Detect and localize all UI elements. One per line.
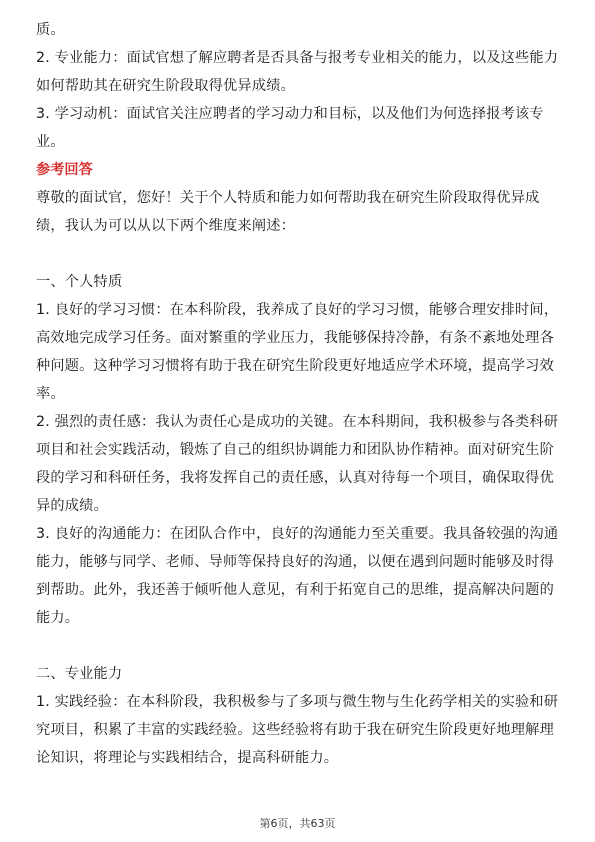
paragraph-study-habits: 1. 良好的学习习惯：在本科阶段，我养成了良好的学习习惯，能够合理安排时间，高效地完成学习任务。面对繁重的学业压力，我能够保持冷静，有条不紊地处理各种问题。这种学习习惯将有助于我在研究生阶段更好地适应学术环境，提高学习效率。 xyxy=(36,302,559,402)
page-number: 第6页，共63页 xyxy=(259,817,336,830)
paragraph-intro: 尊敬的面试官，您好！关于个人特质和能力如何帮助我在研究生阶段取得优异成绩，我认为可以从以下两个维度来阐述： xyxy=(36,190,540,234)
blank-line xyxy=(36,240,560,268)
paragraph-responsibility: 2. 强烈的责任感：我认为责任心是成功的关键。在本科期间，我积极参与各类科研项目和社会实践活动，锻炼了自己的组织协调能力和团队协作精神。面对研究生阶段的学习和科研任务，我将发挥自己的责任感，认真对待每一个项目，确保取得优异的成绩。 xyxy=(36,414,559,514)
reference-answer-heading: 参考回答 xyxy=(36,162,93,178)
paragraph-professional-ability: 2. 专业能力：面试官想了解应聘者是否具备与报考专业相关的能力，以及这些能力如何帮助其在研究生阶段取得优异成绩。 xyxy=(36,50,559,94)
document-page xyxy=(36,16,560,772)
section-personal-traits: 一、个人特质 xyxy=(36,274,123,290)
paragraph-practical-experience: 1. 实践经验：在本科阶段，我积极参与了多项与微生物与生化药学相关的实验和研究项目，积累了丰富的实践经验。这些经验将有助于我在研究生阶段更好地理解理论知识，将理论与实践相结合，提高科研能力。 xyxy=(36,694,559,766)
section-professional-ability: 二、专业能力 xyxy=(36,666,123,682)
paragraph-learning-motivation: 3. 学习动机：面试官关注应聘者的学习动力和目标，以及他们为何选择报考该专业。 xyxy=(36,106,544,150)
blank-line xyxy=(36,632,560,660)
paragraph-continuation: 质。 xyxy=(36,22,65,38)
paragraph-communication: 3. 良好的沟通能力：在团队合作中，良好的沟通能力至关重要。我具备较强的沟通能力，能够与同学、老师、导师等保持良好的沟通，以便在遇到问题时能够及时得到帮助。此外，我还善于倾听他人意见，有利于拓宽自己的思维，提高解决问题的能力。 xyxy=(36,526,559,626)
